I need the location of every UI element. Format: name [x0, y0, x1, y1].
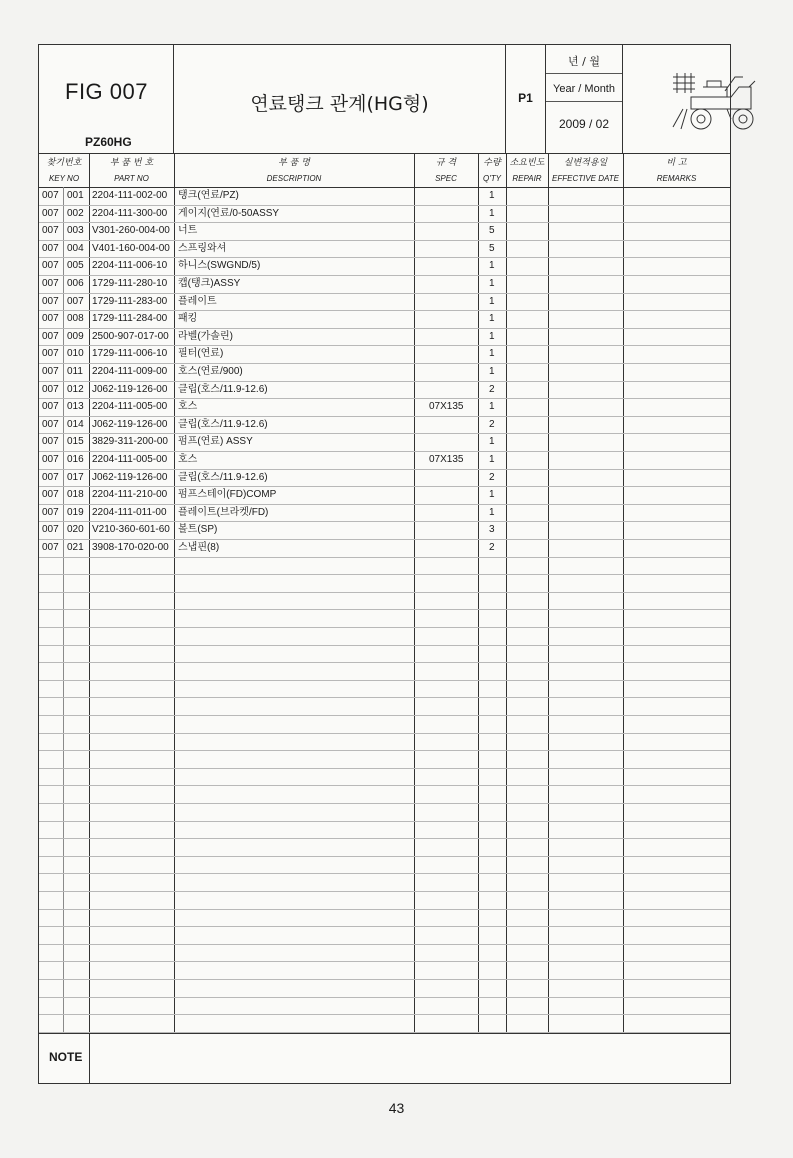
fig-no-cell: 007: [42, 454, 59, 465]
table-row: [39, 539, 730, 558]
spec-cell: 07X135: [429, 454, 464, 465]
part-no-cell: 2204-111-009-00: [92, 366, 168, 377]
empty-row: [39, 944, 730, 963]
qty-cell: 1: [489, 260, 495, 272]
empty-row: [39, 821, 730, 840]
fig-no-cell: 007: [42, 348, 59, 360]
fig-no-cell: 007: [42, 506, 59, 518]
key-no-cell: 015: [67, 436, 84, 448]
empty-row: [39, 856, 730, 875]
fig-no-cell: 007: [42, 330, 59, 342]
qty-cell: 2: [489, 418, 495, 430]
empty-row: [39, 750, 730, 769]
fig-code: FIG 007: [65, 79, 148, 104]
empty-row: [39, 733, 730, 752]
key-no-cell: 008: [67, 313, 84, 325]
parts-table-body: [39, 187, 730, 1033]
description-cell: 클립(호스/11.9-12.6): [178, 471, 268, 483]
empty-row: [39, 803, 730, 822]
table-row: [39, 398, 730, 417]
table-row: [39, 504, 730, 523]
key-no-cell: 007: [67, 295, 84, 307]
fig-no-cell: 007: [42, 383, 59, 395]
key-no-cell: 005: [67, 260, 84, 272]
empty-row: [39, 1014, 730, 1033]
part-no-cell: 2204-111-210-00: [92, 489, 168, 501]
model-name: PZ60HG: [85, 135, 132, 149]
col-part-no: 부 품 번 호 PART NO: [109, 158, 154, 183]
key-no-cell: 019: [67, 506, 84, 518]
key-no-cell: 020: [67, 524, 84, 536]
title-cell: [174, 45, 506, 153]
empty-row: [39, 909, 730, 928]
description-cell: 클립(호스/11.9-12.6): [178, 418, 268, 430]
table-row: [39, 486, 730, 505]
part-no-cell: 3908-170-020-00: [92, 542, 169, 553]
part-no-cell: 2204-111-005-00: [92, 401, 168, 413]
key-no-cell: 013: [67, 401, 84, 413]
key-no-cell: 016: [67, 454, 84, 465]
description-cell: 스냅핀(8): [178, 542, 220, 553]
key-no-cell: 003: [67, 225, 84, 237]
parts-list-sheet: [38, 44, 731, 1084]
part-no-cell: 2204-111-006-10: [92, 260, 168, 272]
empty-row: [39, 961, 730, 980]
empty-row: [39, 697, 730, 716]
table-row: [39, 328, 730, 347]
page-cell: [506, 45, 546, 153]
key-no-cell: 002: [67, 207, 84, 219]
empty-row: [39, 715, 730, 734]
description-cell: 펌프(연료) ASSY: [178, 436, 253, 448]
table-row: [39, 310, 730, 329]
description-cell: 호스: [178, 454, 198, 465]
part-no-cell: 3829-311-200-00: [92, 436, 168, 448]
part-no-cell: 2204-111-005-00: [92, 454, 168, 465]
sheet-header: [39, 45, 730, 154]
qty-cell: 2: [489, 542, 495, 553]
description-cell: 게이지(연료/0-50ASSY: [178, 207, 280, 219]
empty-row: [39, 838, 730, 857]
table-row: [39, 240, 730, 259]
qty-cell: 1: [489, 366, 495, 377]
description-cell: 탱크(연료/PZ): [178, 190, 239, 201]
description-cell: 너트: [178, 225, 198, 237]
key-no-cell: 012: [67, 383, 84, 395]
part-no-cell: J062-119-126-00: [92, 383, 168, 395]
part-no-cell: 2204-111-002-00: [92, 190, 168, 201]
description-cell: 클립(호스/11.9-12.6): [178, 383, 268, 395]
empty-row: [39, 662, 730, 681]
table-row: [39, 363, 730, 382]
key-no-cell: 006: [67, 278, 84, 289]
col-remarks: 비 고 REMARKS: [656, 158, 697, 183]
key-no-cell: 014: [67, 418, 84, 430]
part-no-cell: 2204-111-300-00: [92, 207, 168, 219]
table-row: [39, 381, 730, 400]
year-month-cell: [546, 45, 623, 153]
fig-no-cell: 007: [42, 225, 59, 237]
qty-cell: 3: [489, 524, 495, 536]
description-cell: 캡(탱크)ASSY: [178, 278, 241, 289]
empty-row: [39, 768, 730, 787]
table-row: [39, 451, 730, 470]
qty-cell: 5: [489, 225, 495, 237]
part-no-cell: 1729-111-284-00: [92, 313, 168, 325]
empty-row: [39, 627, 730, 646]
fig-no-cell: 007: [42, 489, 59, 501]
page-code: P1: [518, 91, 533, 105]
key-no-cell: 011: [67, 366, 83, 377]
col-spec: 규 격 SPEC: [435, 158, 457, 183]
fig-no-cell: 007: [42, 313, 59, 325]
key-no-cell: 004: [67, 242, 84, 254]
table-row: [39, 222, 730, 241]
part-no-cell: 1729-111-006-10: [92, 348, 168, 360]
description-cell: 볼트(SP): [178, 524, 218, 536]
spec-cell: 07X135: [429, 401, 464, 413]
fig-no-cell: 007: [42, 366, 59, 377]
part-no-cell: J062-119-126-00: [92, 418, 168, 430]
qty-cell: 1: [489, 401, 495, 413]
part-no-cell: V301-260-004-00: [92, 225, 170, 237]
part-no-cell: V210-360-601-60: [92, 524, 170, 536]
description-cell: 패킹: [178, 313, 198, 325]
description-cell: 라벨(가솔린): [178, 330, 233, 342]
qty-cell: 1: [489, 330, 495, 342]
empty-row: [39, 926, 730, 945]
table-row: [39, 257, 730, 276]
fig-no-cell: 007: [42, 207, 59, 219]
page-number: 43: [388, 1100, 405, 1116]
table-row: [39, 416, 730, 435]
note-section: [39, 1033, 730, 1084]
qty-cell: 5: [489, 242, 495, 254]
empty-row: [39, 891, 730, 910]
key-no-cell: 010: [67, 348, 84, 360]
empty-row: [39, 557, 730, 576]
empty-row: [39, 785, 730, 804]
fig-no-cell: 007: [42, 242, 59, 254]
table-row: [39, 433, 730, 452]
description-cell: 호스: [178, 401, 198, 413]
key-no-cell: 017: [67, 471, 84, 483]
table-row: [39, 345, 730, 364]
fig-no-cell: 007: [42, 295, 59, 307]
part-no-cell: 1729-111-280-10: [92, 278, 168, 289]
qty-cell: 2: [489, 383, 495, 395]
qty-cell: 2: [489, 471, 495, 483]
description-cell: 하니스(SWGND/5): [178, 260, 261, 272]
table-row: [39, 275, 730, 294]
key-no-cell: 009: [67, 330, 84, 342]
fig-no-cell: 007: [42, 418, 59, 430]
col-repair: 소요빈도 REPAIR: [509, 158, 545, 183]
col-description: 부 품 명 DESCRIPTION: [266, 158, 322, 183]
qty-cell: 1: [489, 190, 495, 201]
fig-no-cell: 007: [42, 524, 59, 536]
description-cell: 스프링와셔: [178, 242, 227, 254]
qty-cell: 1: [489, 278, 495, 289]
table-row: [39, 293, 730, 312]
fig-cell: [39, 45, 174, 153]
fig-no-cell: 007: [42, 278, 59, 289]
machine-illustration-icon: [663, 47, 767, 151]
empty-row: [39, 609, 730, 628]
column-header-row: [39, 153, 730, 188]
qty-cell: 1: [489, 506, 495, 518]
fig-no-cell: 007: [42, 260, 59, 272]
qty-cell: 1: [489, 489, 495, 501]
description-cell: 펌프스테이(FD)COMP: [178, 489, 277, 501]
table-row: [39, 187, 730, 206]
empty-row: [39, 979, 730, 998]
qty-cell: 1: [489, 295, 495, 307]
col-effective-date: 실변적용일 EFFECTIVE DATE: [552, 158, 619, 183]
table-row: [39, 469, 730, 488]
page-title: 연료탱크 관계(HG형): [250, 93, 429, 115]
year-month-en: Year / Month: [553, 83, 615, 95]
part-no-cell: J062-119-126-00: [92, 471, 168, 483]
col-key-no: 찾기번호 KEY NO: [46, 158, 82, 183]
empty-row: [39, 997, 730, 1016]
table-row: [39, 521, 730, 540]
qty-cell: 1: [489, 348, 495, 360]
key-no-cell: 001: [67, 190, 84, 201]
fig-no-cell: 007: [42, 436, 59, 448]
note-label: NOTE: [49, 1050, 83, 1064]
empty-row: [39, 574, 730, 593]
qty-cell: 1: [489, 436, 495, 448]
key-no-cell: 021: [67, 542, 84, 553]
part-no-cell: 2500-907-017-00: [92, 330, 169, 342]
col-qty: 수량 Q'TY: [483, 158, 501, 183]
issue-date: 2009 / 02: [558, 117, 610, 131]
table-row: [39, 205, 730, 224]
description-cell: 플레이트: [178, 295, 217, 307]
qty-cell: 1: [489, 313, 495, 325]
description-cell: 플레이트(브라켓/FD): [178, 506, 269, 518]
empty-row: [39, 873, 730, 892]
description-cell: 필터(연료): [178, 348, 224, 360]
part-no-cell: V401-160-004-00: [92, 242, 170, 254]
key-no-cell: 018: [67, 489, 84, 501]
fig-no-cell: 007: [42, 190, 59, 201]
empty-row: [39, 645, 730, 664]
year-month-ko: 년 / 월: [568, 55, 600, 68]
empty-row: [39, 680, 730, 699]
part-no-cell: 1729-111-283-00: [92, 295, 168, 307]
fig-no-cell: 007: [42, 401, 59, 413]
empty-row: [39, 592, 730, 611]
qty-cell: 1: [489, 454, 495, 465]
part-no-cell: 2204-111-011-00: [92, 506, 167, 518]
description-cell: 호스(연료/900): [178, 366, 243, 377]
qty-cell: 1: [489, 207, 495, 219]
fig-no-cell: 007: [42, 471, 59, 483]
fig-no-cell: 007: [42, 542, 59, 553]
